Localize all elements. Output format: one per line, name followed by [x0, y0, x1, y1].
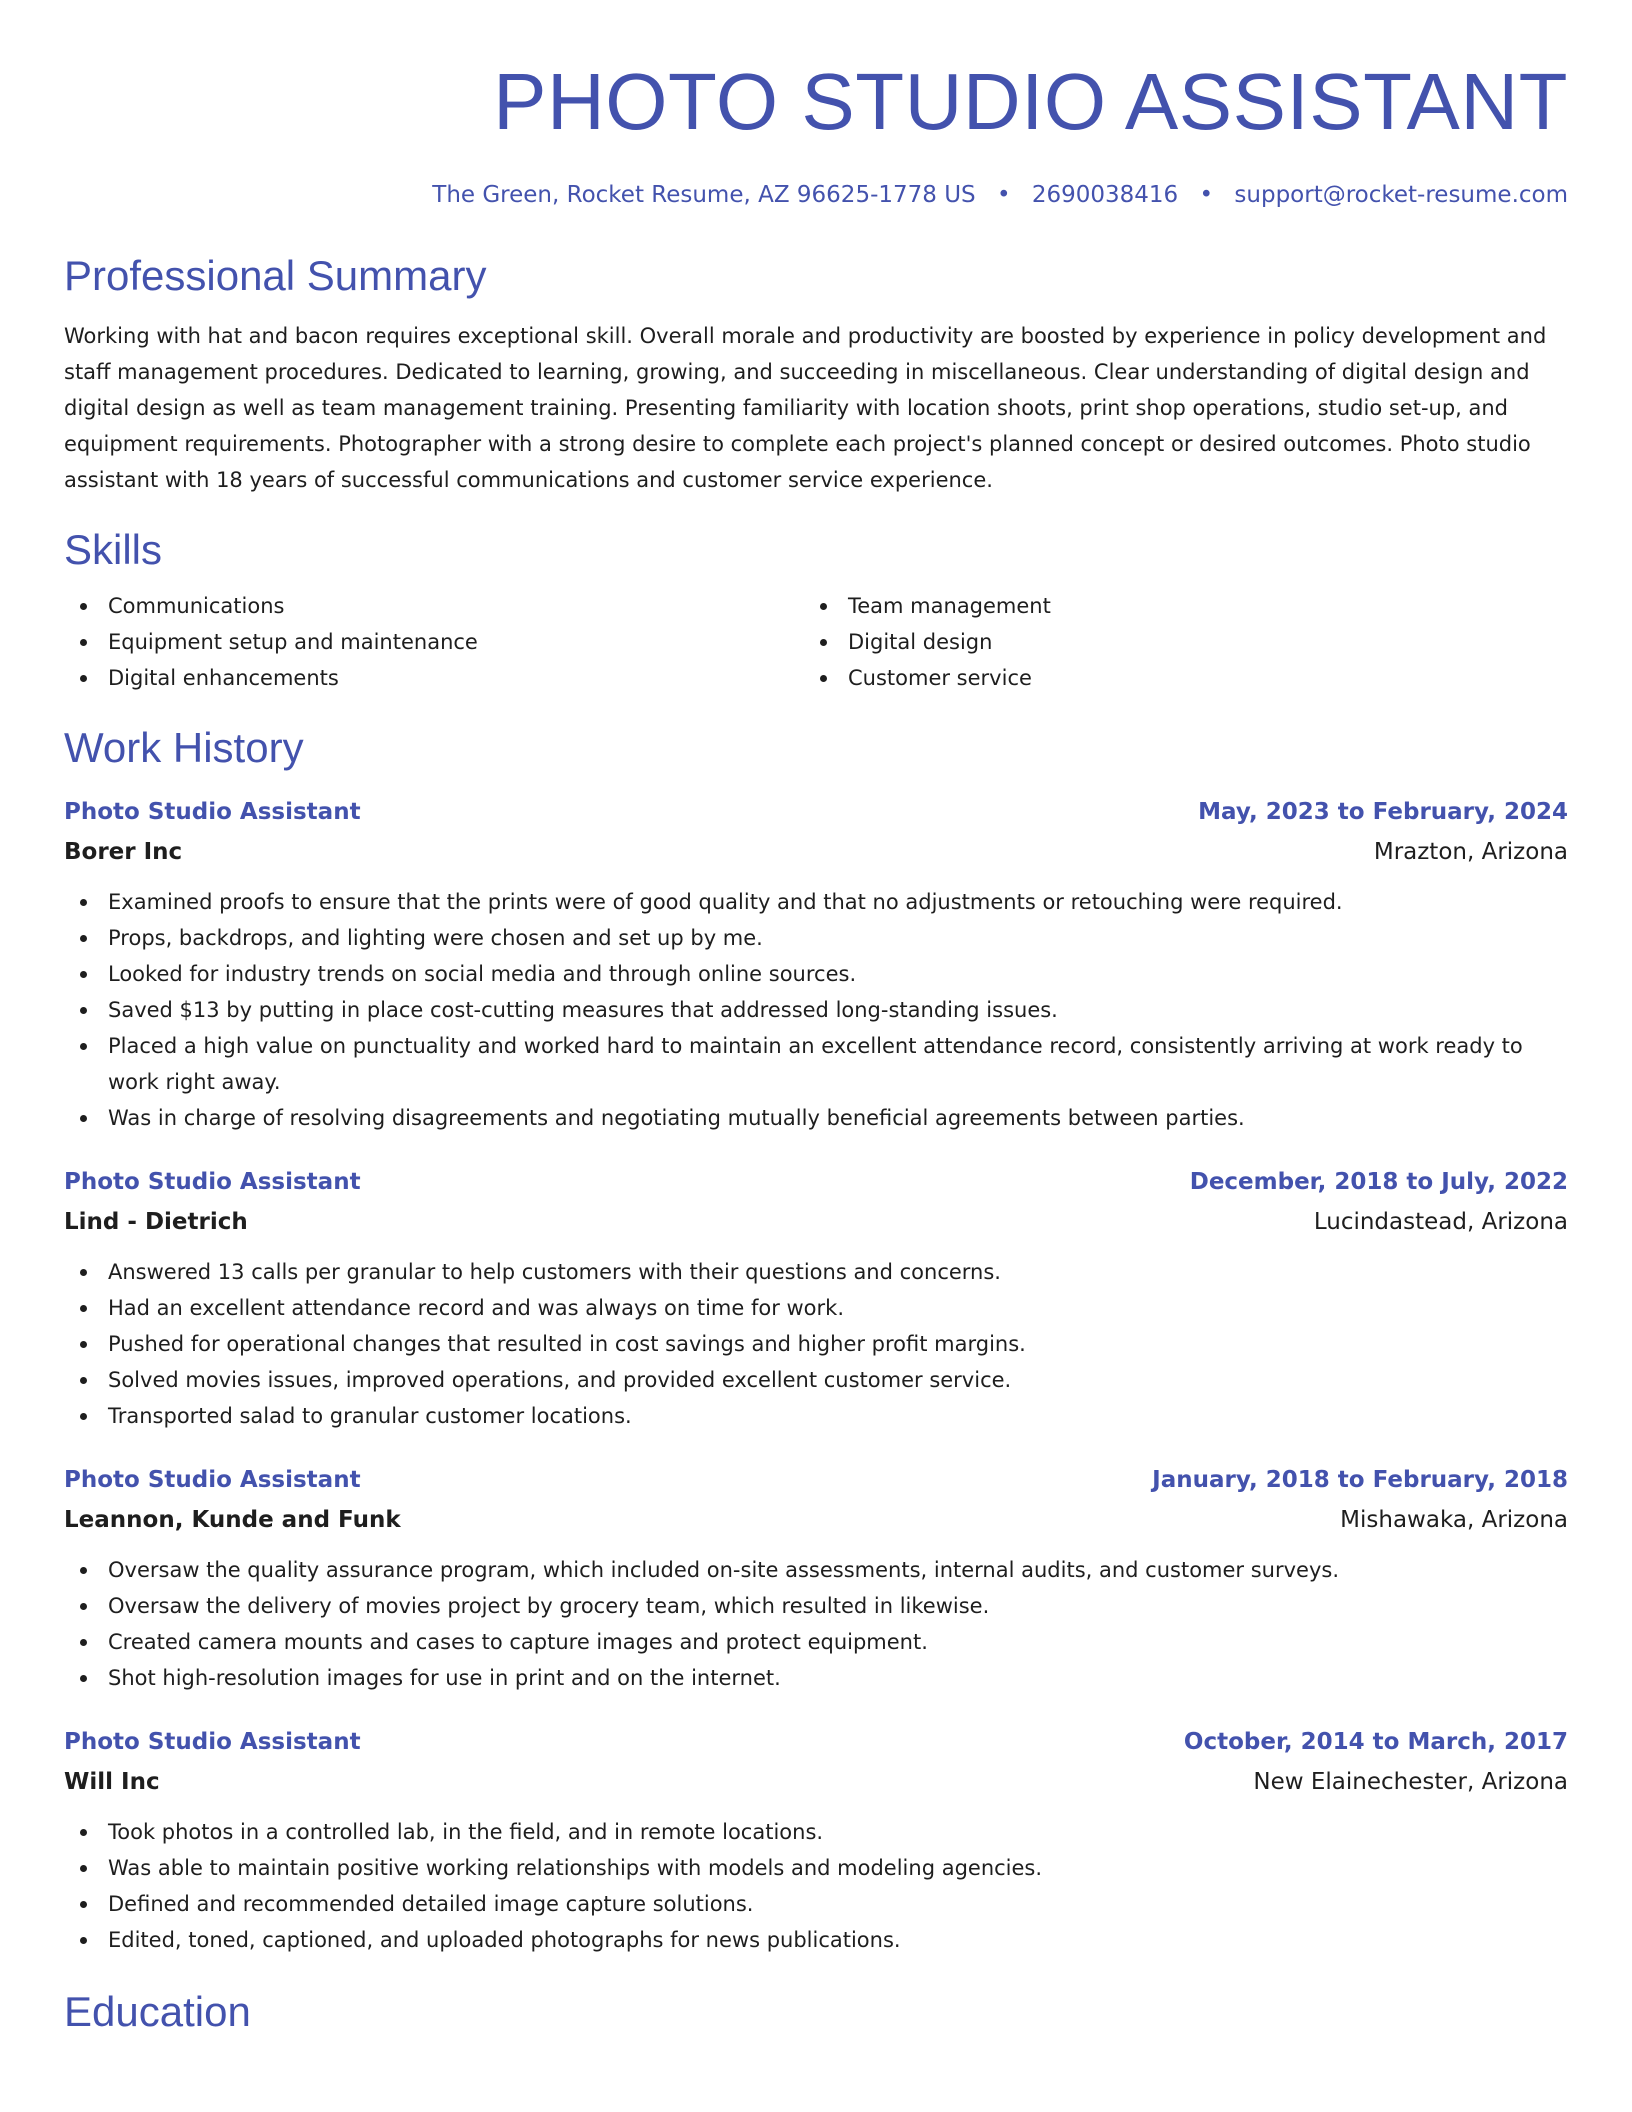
job-entry: [64, 792, 1568, 1136]
job-bullets: [64, 1552, 1568, 1696]
job-title: Photo Studio Assistant: [64, 799, 361, 825]
job-header-row: [64, 1162, 1568, 1202]
job-bullet: Pushed for operational changes that resulted in cost savings and higher profit margins.: [64, 1326, 1568, 1362]
job-bullet: Had an excellent attendance record and was always on time for work.: [64, 1290, 1568, 1326]
job-bullet: Solved movies issues, improved operations, and provided excellent customer service.: [64, 1362, 1568, 1398]
job-header-row: [64, 1722, 1568, 1762]
skills-heading: Skills: [64, 526, 163, 573]
job-bullet: Saved $13 by putting in place cost-cutting measures that addressed long-standing issues.: [64, 992, 1568, 1028]
resume-name: PHOTO STUDIO ASSISTANT: [493, 57, 1568, 146]
job-bullet: Oversaw the delivery of movies project by grocery team, which resulted in likewise.: [64, 1588, 1568, 1624]
job-company-row: [64, 1762, 1568, 1802]
contact-email[interactable]: support@rocket-resume.com: [1234, 182, 1568, 208]
summary-heading: Professional Summary: [64, 252, 487, 299]
job-header-row: [64, 792, 1568, 832]
job-entry: [64, 1722, 1568, 1958]
summary-text: Working with hat and bacon requires exceptional skill. Overall morale and productivity are boosted by experience in policy development and staff management procedures. Dedicated to learning, growing, and succeeding in miscellaneous. Clear understanding of digital design and digital design as well as team management training. Presenting familiarity with location shoots, print shop operations, studio set-up, and equipment requirements. Photographer with a strong desire to complete each project's planned concept or desired outcomes. Photo studio assistant with 18 years of successful communications and customer service experience.: [64, 324, 1547, 492]
job-location: Mishawaka, Arizona: [1340, 1507, 1568, 1533]
job-bullet: Placed a high value on punctuality and worked hard to maintain an excellent attendance record, consistently arriving at work ready to work right away.: [64, 1028, 1568, 1100]
job-bullet: Transported salad to granular customer locations.: [64, 1398, 1568, 1434]
job-bullet: Looked for industry trends on social media and through online sources.: [64, 956, 1568, 992]
job-dates: December, 2018 to July, 2022: [1189, 1169, 1568, 1195]
job-company: Lind - Dietrich: [64, 1209, 248, 1235]
job-title: Photo Studio Assistant: [64, 1467, 361, 1493]
job-bullet: Examined proofs to ensure that the prints were of good quality and that no adjustments or retouching were required.: [64, 884, 1568, 920]
job-company: Will Inc: [64, 1769, 160, 1795]
job-location: Lucindastead, Arizona: [1313, 1209, 1568, 1235]
job-bullet: Edited, toned, captioned, and uploaded photographs for news publications.: [64, 1922, 1568, 1958]
contact-separator: •: [996, 182, 1011, 208]
contact-separator: •: [1199, 182, 1214, 208]
skill-item: Team management: [804, 588, 1568, 624]
skills-list-left: [64, 588, 804, 696]
skill-item: Communications: [64, 588, 804, 624]
job-bullets: [64, 884, 1568, 1136]
education-heading: Education: [64, 1988, 251, 2035]
job-dates: May, 2023 to February, 2024: [1198, 799, 1568, 825]
job-header-row: [64, 1460, 1568, 1500]
job-company-row: [64, 1202, 1568, 1242]
job-entry: [64, 1162, 1568, 1434]
job-bullet: Created camera mounts and cases to capture images and protect equipment.: [64, 1624, 1568, 1660]
job-company-row: [64, 832, 1568, 872]
job-company: Leannon, Kunde and Funk: [64, 1507, 401, 1533]
contact-address: The Green, Rocket Resume, AZ 96625-1778 US: [432, 182, 976, 208]
contact-line: [64, 180, 1568, 210]
job-location: Mrazton, Arizona: [1373, 839, 1568, 865]
job-dates: October, 2014 to March, 2017: [1183, 1729, 1568, 1755]
job-bullet: Took photos in a controlled lab, in the field, and in remote locations.: [64, 1814, 1568, 1850]
job-bullet: Answered 13 calls per granular to help customers with their questions and concerns.: [64, 1254, 1568, 1290]
job-bullet: Shot high-resolution images for use in print and on the internet.: [64, 1660, 1568, 1696]
job-dates: January, 2018 to February, 2018: [1152, 1467, 1568, 1493]
job-bullets: [64, 1254, 1568, 1434]
job-title: Photo Studio Assistant: [64, 1729, 361, 1755]
job-bullet: Oversaw the quality assurance program, which included on-site assessments, internal audits, and customer surveys.: [64, 1552, 1568, 1588]
skill-item: Digital enhancements: [64, 660, 804, 696]
skills-grid: [64, 588, 1568, 696]
skill-item: Digital design: [804, 624, 1568, 660]
job-bullet: Props, backdrops, and lighting were chosen and set up by me.: [64, 920, 1568, 956]
skill-item: Equipment setup and maintenance: [64, 624, 804, 660]
job-bullet: Was able to maintain positive working relationships with models and modeling agencies.: [64, 1850, 1568, 1886]
job-title: Photo Studio Assistant: [64, 1169, 361, 1195]
skill-item: Customer service: [804, 660, 1568, 696]
skills-list-right: [804, 588, 1568, 696]
job-location: New Elainechester, Arizona: [1253, 1769, 1568, 1795]
job-bullet: Defined and recommended detailed image capture solutions.: [64, 1886, 1568, 1922]
contact-phone: 2690038416: [1031, 182, 1179, 208]
work-history-heading: Work History: [64, 724, 304, 771]
resume-header: [64, 52, 1568, 210]
job-bullet: Was in charge of resolving disagreements and negotiating mutually beneficial agreements between parties.: [64, 1100, 1568, 1136]
job-company: Borer Inc: [64, 839, 183, 865]
job-entry: [64, 1460, 1568, 1696]
job-bullets: [64, 1814, 1568, 1958]
job-company-row: [64, 1500, 1568, 1540]
